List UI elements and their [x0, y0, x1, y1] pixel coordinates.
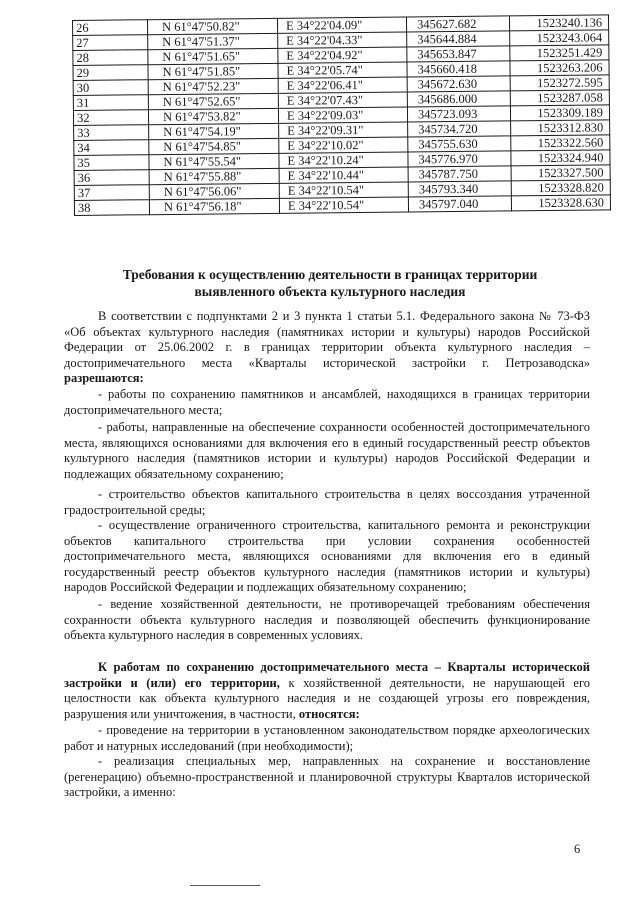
- section-title: Требования к осуществлению деятельности в границах территории выявленного объекта культурного наследия: [122, 267, 538, 299]
- works-text: к хозяйственной деятельности, не нарушающей его целостности как объекта культурного наследия и не создающей угрозы его повреждения, разрушения или уничтожения, в частности,: [64, 675, 591, 721]
- x-coordinate-cell: 345660.418: [407, 61, 510, 77]
- y-coordinate-cell: 1523243.064: [510, 30, 609, 46]
- x-coordinate-cell: 345653.847: [407, 46, 510, 62]
- y-coordinate-cell: 1523327.500: [511, 165, 610, 181]
- y-coordinate-cell: 1523263.206: [510, 60, 609, 76]
- point-number-cell: 29: [73, 65, 148, 81]
- intro-bold: разрешаются:: [64, 371, 144, 385]
- longitude-cell: E 34°22'04.33": [278, 32, 407, 48]
- longitude-cell: E 34°22'10.54": [279, 182, 408, 198]
- point-number-cell: 26: [73, 20, 148, 36]
- x-coordinate-cell: 345793.340: [408, 181, 511, 197]
- longitude-cell: E 34°22'10.54": [279, 197, 408, 213]
- latitude-cell: N 61°47'54.85": [149, 138, 279, 154]
- x-coordinate-cell: 345797.040: [408, 196, 511, 212]
- y-coordinate-cell: 1523251.429: [510, 45, 609, 61]
- x-coordinate-cell: 345686.000: [407, 91, 510, 107]
- longitude-cell: E 34°22'07.43": [278, 92, 407, 108]
- longitude-cell: E 34°22'05.74": [278, 62, 407, 78]
- intro-text: В соответствии с подпунктами 2 и 3 пункта 1 статьи 5.1. Федерального закона № 73-ФЗ «Об объектах культурного наследия (памятниках истории и культуры) народов Российской Федерации от 25.06.2002 г. в границах территории объекта культурного наследия – достопримечательного места «Кварталы исторической застройки г. Петрозаводска»: [64, 309, 590, 370]
- point-number-cell: 32: [73, 110, 148, 126]
- latitude-cell: N 61°47'52.65": [148, 93, 278, 109]
- x-coordinate-cell: 345644.884: [407, 31, 510, 47]
- y-coordinate-cell: 1523328.630: [511, 195, 610, 211]
- x-coordinate-cell: 345672.630: [407, 76, 510, 92]
- coordinates-table-body: [73, 15, 611, 216]
- longitude-cell: E 34°22'10.44": [279, 167, 408, 183]
- point-number-cell: 37: [74, 185, 149, 201]
- footer-divider: [190, 885, 260, 886]
- point-number-cell: 30: [73, 80, 148, 96]
- page-number: 6: [574, 842, 581, 856]
- x-coordinate-cell: 345755.630: [408, 136, 511, 152]
- latitude-cell: N 61°47'52.23": [148, 78, 278, 94]
- y-coordinate-cell: 1523287.058: [510, 90, 609, 106]
- longitude-cell: E 34°22'10.02": [279, 137, 408, 153]
- point-number-cell: 34: [74, 140, 149, 156]
- longitude-cell: E 34°22'09.03": [278, 107, 407, 123]
- latitude-cell: N 61°47'56.18": [149, 198, 279, 214]
- x-coordinate-cell: 345734.720: [408, 121, 511, 137]
- allowed-item: - строительство объектов капитального строительства в целях воссоздания утраченной градостроительной среды;: [64, 487, 590, 517]
- coordinates-table: [72, 14, 611, 216]
- allowed-item: - осуществление ограниченного строительства, капитального ремонта и реконструкции объектов капитального строительства при условии сохранения особенностей достопримечательного места, являющихся основаниями для включения его в единый государственный реестр объектов культурного наследия (памятников истории и культуры) народов Российской Федерации и подлежащих обязательному сохранению;: [64, 518, 590, 594]
- allowed-item: - ведение хозяйственной деятельности, не противоречащей требованиям обеспечения сохранности объекта культурного наследия и позволяющей обеспечить функционирование объекта культурного наследия в современных условиях.: [64, 597, 590, 642]
- works-item: - реализация специальных мер, направленных на сохранение и восстановление (регенерацию) объемно-пространственной и планировочной структуры Кварталов исторической застройки, а именно:: [64, 754, 590, 799]
- point-number-cell: 38: [74, 200, 149, 216]
- y-coordinate-cell: 1523328.820: [511, 180, 610, 196]
- x-coordinate-cell: 345723.093: [407, 106, 510, 122]
- works-bold-tail: относятся:: [298, 706, 360, 721]
- longitude-cell: E 34°22'04.92": [278, 47, 407, 63]
- point-number-cell: 35: [74, 155, 149, 171]
- latitude-cell: N 61°47'53.82": [148, 108, 278, 124]
- latitude-cell: N 61°47'50.82": [148, 18, 278, 34]
- point-number-cell: 31: [73, 95, 148, 111]
- y-coordinate-cell: 1523324.940: [511, 150, 610, 166]
- works-bold-lead: К работам по сохранению достопримечательного места – Кварталы исторической застройки и (или) его территории,: [64, 660, 590, 690]
- point-number-cell: 36: [74, 170, 149, 186]
- y-coordinate-cell: 1523312.830: [511, 120, 610, 136]
- works-paragraph: [64, 660, 590, 722]
- latitude-cell: N 61°47'51.85": [148, 63, 278, 79]
- y-coordinate-cell: 1523322.560: [511, 135, 610, 151]
- latitude-cell: N 61°47'56.06": [149, 183, 279, 199]
- point-number-cell: 27: [73, 35, 148, 51]
- allowed-item: - работы, направленные на обеспечение сохранности особенностей достопримечательного места, являющихся основаниями для включения его в единый государственный реестр объектов культурного наследия (памятников истории и культуры) народов Российской Федерации и подлежащих обязательному сохранению;: [64, 420, 590, 481]
- longitude-cell: E 34°22'10.24": [279, 152, 408, 168]
- longitude-cell: E 34°22'09.31": [279, 122, 408, 138]
- x-coordinate-cell: 345776.970: [408, 151, 511, 167]
- y-coordinate-cell: 1523309.189: [510, 105, 609, 121]
- works-item: - проведение на территории в установленном законодательством порядке археологических работ и натурных исследований (при необходимости);: [64, 723, 590, 753]
- latitude-cell: N 61°47'51.65": [148, 48, 278, 64]
- y-coordinate-cell: 1523240.136: [509, 15, 608, 31]
- longitude-cell: E 34°22'06.41": [278, 77, 407, 93]
- latitude-cell: N 61°47'51.37": [148, 33, 278, 49]
- point-number-cell: 28: [73, 50, 148, 66]
- intro-paragraph: [64, 309, 590, 387]
- longitude-cell: E 34°22'04.09": [277, 17, 406, 33]
- allowed-item: - работы по сохранению памятников и ансамблей, находящихся в границах территории достопримечательного места;: [64, 387, 590, 417]
- x-coordinate-cell: 345787.750: [408, 166, 511, 182]
- x-coordinate-cell: 345627.682: [406, 16, 509, 32]
- latitude-cell: N 61°47'54.19": [149, 123, 279, 139]
- point-number-cell: 33: [74, 125, 149, 141]
- y-coordinate-cell: 1523272.595: [510, 75, 609, 91]
- latitude-cell: N 61°47'55.88": [149, 168, 279, 184]
- latitude-cell: N 61°47'55.54": [149, 153, 279, 169]
